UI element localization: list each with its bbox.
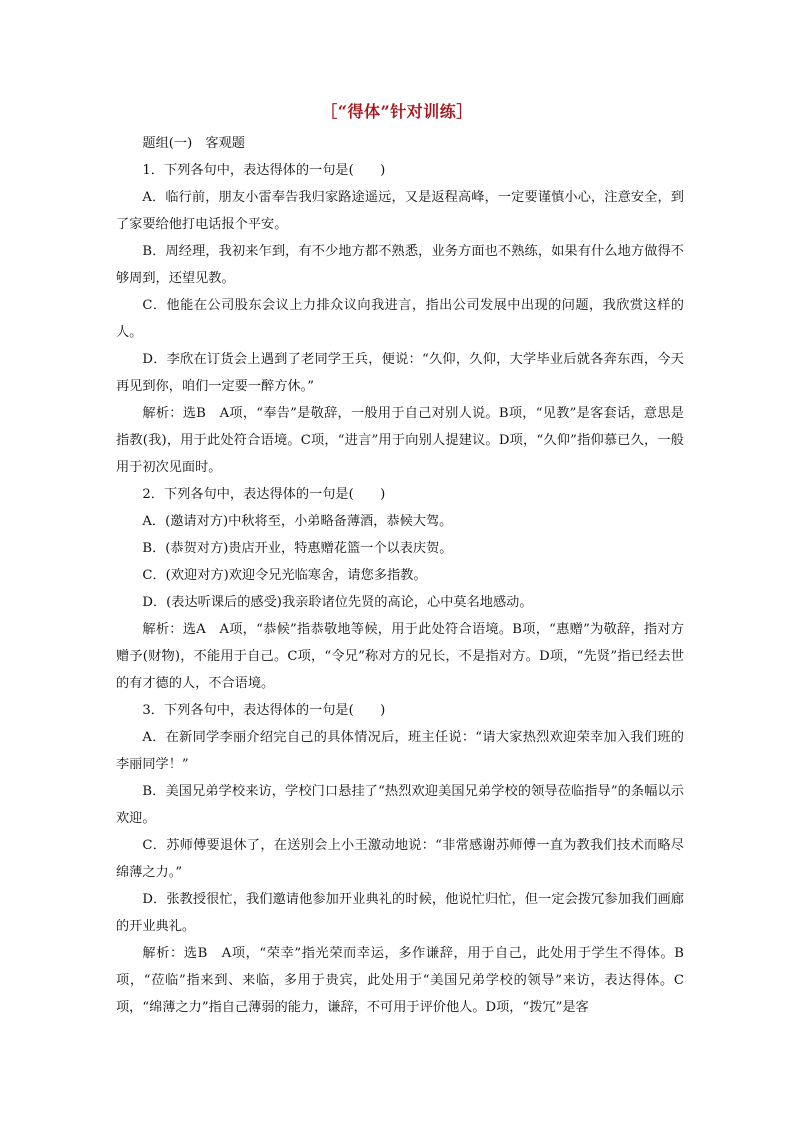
question-3-stem: 3．下列各句中，表达得体的一句是( ) [142, 703, 386, 718]
question-3-option-d: D．张教授很忙，我们邀请他参加开业典礼的时候，他说忙归忙，但一定会拨冗参加我们画廊的开业典礼。 [116, 892, 684, 934]
question-3-option-b: B．美国兄弟学校来访，学校门口悬挂了“热烈欢迎美国兄弟学校的领导莅临指导”的条幅以示欢迎。 [116, 784, 684, 826]
question-1-analysis: 解析：选B A项，“奉告”是敬辞，一般用于自己对别人说。B项，“见教”是客套话，意思是指教(我)，用于此处符合语境。C项，“进言”用于向别人提建议。D项，“久仰”指仰慕已久，一般用于初次见面时。 [116, 406, 684, 475]
question-2-analysis: 解析：选A A项，“恭候”指恭敬地等候，用于此处符合语境。B项，“惠赠”为敬辞，指对方赠予(财物)，不能用于自己。C项，“令兄”称对方的兄长，不是指对方。D项，“先贤”指已经去世的有才德的人，不合语境。 [116, 622, 684, 691]
document-title: ［“得体”针对训练］ [321, 102, 473, 121]
question-2-option-c: C．(欢迎对方)欢迎令兄光临寒舍，请您多指教。 [142, 568, 427, 583]
question-3-analysis: 解析：选B A项，“荣幸”指光荣而幸运，多作谦辞，用于自己，此处用于学生不得体。B项，“莅临”指来到、来临，多用于贵宾，此处用于“美国兄弟学校的领导”来访，表达得体。C项，“绵薄之力”指自己薄弱的能力，谦辞，不可用于评价他人。D项，“拨冗”是客 [116, 946, 684, 1015]
question-2-option-d: D．(表达听课后的感受)我亲聆诸位先贤的高论，心中莫名地感动。 [142, 595, 533, 610]
question-1-option-b: B．周经理，我初来乍到，有不少地方都不熟悉，业务方面也不熟练，如果有什么地方做得不够周到，还望见教。 [116, 244, 684, 286]
question-3-option-c: C．苏师傅要退休了，在送别会上小王激动地说：“非常感谢苏师傅一直为教我们技术而略尽绵薄之力。” [116, 838, 684, 880]
question-2-option-a: A．(邀请对方)中秋将至，小弟略备薄酒，恭候大驾。 [142, 514, 453, 529]
question-1-option-c: C．他能在公司股东会议上力排众议向我进言，指出公司发展中出现的问题，我欣赏这样的人。 [116, 298, 684, 340]
question-1-option-a: A．临行前，朋友小雷奉告我归家路途遥远，又是返程高峰，一定要谨慎小心，注意安全，到了家要给他打电话报个平安。 [116, 190, 684, 232]
document-body [116, 130, 684, 1021]
question-2-option-b: B．(恭贺对方)贵店开业，特惠赠花篮一个以表庆贺。 [142, 541, 453, 556]
question-1-option-d: D．李欣在订货会上遇到了老同学王兵，便说：“久仰，久仰，大学毕业后就各奔东西，今天再见到你，咱们一定要一醉方休。” [116, 352, 684, 394]
question-3-option-a: A．在新同学李丽介绍完自己的具体情况后，班主任说：“请大家热烈欢迎荣幸加入我们班的李丽同学！” [116, 730, 684, 772]
question-1-stem: 1．下列各句中，表达得体的一句是( ) [142, 163, 386, 178]
question-2-stem: 2．下列各句中，表达得体的一句是( ) [142, 487, 386, 502]
group-heading: 题组(一) 客观题 [142, 136, 245, 151]
